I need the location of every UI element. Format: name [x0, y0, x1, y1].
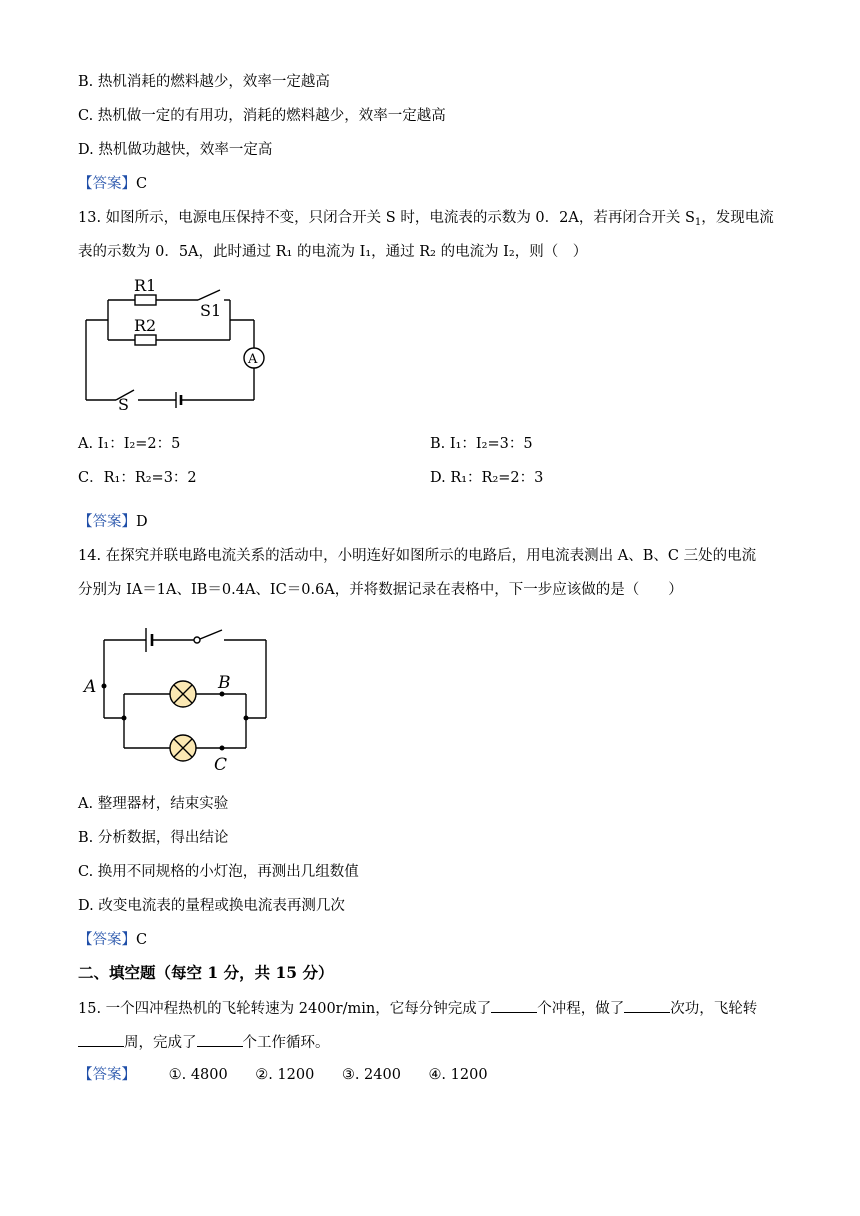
q14-stem-line2: 分别为 IA＝1A、IB＝0.4A、IC＝0.6A，并将数据记录在表格中，下一步应该做的是（ ） — [78, 582, 683, 598]
r1-resistor — [135, 295, 156, 305]
answer-tag: 【答案】 — [78, 1067, 136, 1083]
q13-option-c: C．R₁：R₂=3：2 — [78, 470, 197, 486]
q15-text: 15. 一个四冲程热机的飞轮转速为 2400r/min，它每分钟完成了 — [78, 1001, 492, 1017]
q13-stem-sub: 1 — [694, 217, 702, 228]
answer-value: ②. 1200 — [255, 1067, 315, 1083]
answer-tag: 【答案】 — [78, 176, 136, 192]
fill-blank[interactable] — [624, 998, 670, 1013]
q12-answer — [78, 174, 147, 194]
answer-value: C — [136, 176, 148, 192]
answer-tag: 【答案】 — [78, 932, 136, 948]
answer-value: ①. 4800 — [168, 1067, 228, 1083]
q15-text: 个冲程，做了 — [537, 1001, 625, 1017]
q13-stem-line2: 表的示数为 0．5A，此时通过 R₁ 的电流为 I₁，通过 R₂ 的电流为 I₂，则（ ） — [78, 244, 588, 260]
q15-text: 周，完成了 — [124, 1035, 197, 1051]
q13-option-d: D. R₁：R₂=2：3 — [430, 470, 544, 486]
q15-stem-line1 — [78, 998, 757, 1019]
fill-blank[interactable] — [197, 1032, 243, 1047]
fill-blank[interactable] — [491, 998, 537, 1013]
answer-value: D — [136, 514, 148, 530]
point-a-label: A — [84, 677, 97, 697]
q13-stem-part: ，发现电流 — [701, 210, 774, 226]
ammeter-label: A — [248, 352, 258, 367]
q15-stem-line2 — [78, 1032, 330, 1053]
q15-text: 个工作循环。 — [242, 1035, 330, 1051]
answer-value: ③. 2400 — [341, 1067, 401, 1083]
point-c-label: C — [214, 755, 228, 775]
q12-option-d: D. 热机做功越快，效率一定高 — [78, 142, 273, 158]
q14-option-b: B. 分析数据，得出结论 — [78, 830, 229, 846]
q14-option-c: C. 换用不同规格的小灯泡，再测出几组数值 — [78, 864, 359, 880]
q13-stem-part: 13. 如图所示，电源电压保持不变，只闭合开关 S 时，电流表的示数为 0．2A，若再闭合开关 S — [78, 210, 695, 226]
q15-answer — [78, 1065, 490, 1085]
q15-text: 次功，飞轮转 — [670, 1001, 758, 1017]
r2-resistor — [135, 335, 156, 345]
q14-answer — [78, 930, 147, 950]
q13-answer — [78, 512, 148, 532]
answer-value: ④. 1200 — [428, 1067, 488, 1083]
q13-option-a: A. I₁：I₂=2：5 — [78, 436, 181, 452]
q13-stem-line1 — [78, 208, 774, 228]
fill-blank[interactable] — [78, 1032, 124, 1047]
s-label: S — [118, 395, 129, 414]
q13-circuit-diagram — [80, 276, 280, 416]
q14-circuit-diagram — [80, 620, 280, 780]
s1-label: S1 — [200, 301, 222, 320]
point-b-label: B — [218, 673, 231, 693]
section-heading: 二、填空题（每空 1 分，共 15 分） — [78, 963, 334, 982]
lamp-c-symbol — [170, 735, 196, 761]
q14-option-d: D. 改变电流表的量程或换电流表再测几次 — [78, 898, 345, 914]
q13-option-b: B. I₁：I₂=3：5 — [430, 436, 533, 452]
q12-option-c: C. 热机做一定的有用功，消耗的燃料越少，效率一定越高 — [78, 108, 446, 124]
q14-stem-line1: 14. 在探究并联电路电流关系的活动中，小明连好如图所示的电路后，用电流表测出 A、B、C 三处的电流 — [78, 548, 757, 564]
answer-value: C — [136, 932, 148, 948]
answer-tag: 【答案】 — [78, 514, 136, 530]
r2-label: R2 — [134, 316, 157, 335]
q12-option-b: B. 热机消耗的燃料越少，效率一定越高 — [78, 74, 330, 90]
q14-option-a: A. 整理器材，结束实验 — [78, 796, 229, 812]
lamp-b-symbol — [170, 681, 196, 707]
r1-label: R1 — [134, 276, 157, 295]
